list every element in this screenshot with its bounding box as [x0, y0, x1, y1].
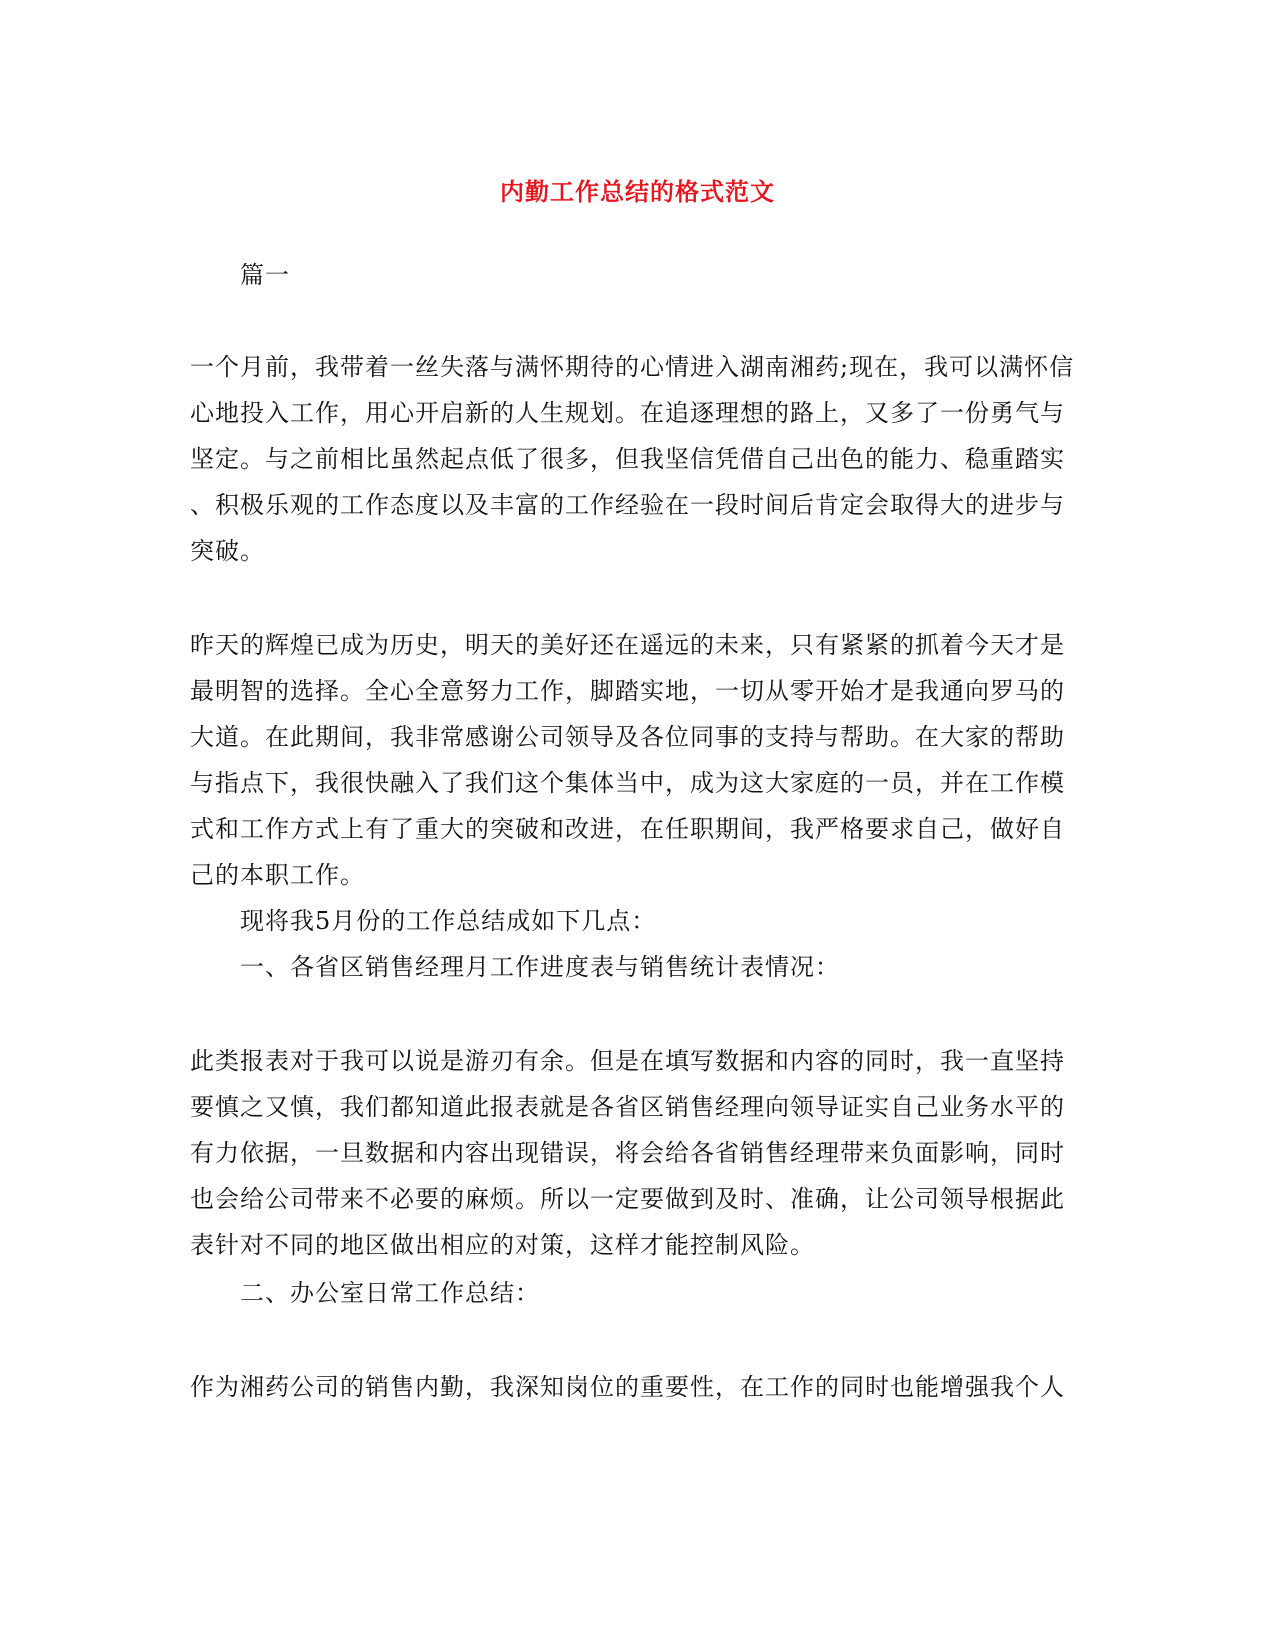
paragraph-line: 此类报表对于我可以说是游刃有余。但是在填写数据和内容的同时，我一直坚持	[190, 1047, 1065, 1075]
paragraph-line: 一个月前，我带着一丝失落与满怀期待的心情进入湖南湘药;现在，我可以满怀信	[190, 353, 1075, 381]
summary-intro: 现将我5月份的工作总结成如下几点：	[240, 907, 657, 935]
section-label: 篇一	[240, 261, 290, 289]
paragraph-line: 有力依据，一旦数据和内容出现错误，将会给各省销售经理带来负面影响，同时	[190, 1139, 1065, 1167]
section-heading-2: 二、办公室日常工作总结：	[240, 1279, 540, 1307]
section-heading-1: 一、各省区销售经理月工作进度表与销售统计表情况：	[240, 953, 840, 981]
paragraph-line: 突破。	[190, 537, 265, 565]
paragraph-line: 心地投入工作，用心开启新的人生规划。在追逐理想的路上，又多了一份勇气与	[190, 399, 1065, 427]
paragraph-line: 要慎之又慎，我们都知道此报表就是各省区销售经理向领导证实自己业务水平的	[190, 1093, 1065, 1121]
paragraph-line: 坚定。与之前相比虽然起点低了很多，但我坚信凭借自己出色的能力、稳重踏实	[190, 445, 1065, 473]
paragraph-line: 大道。在此期间，我非常感谢公司领导及各位同事的支持与帮助。在大家的帮助	[190, 723, 1065, 751]
paragraph-line: 昨天的辉煌已成为历史，明天的美好还在遥远的未来，只有紧紧的抓着今天才是	[190, 631, 1065, 659]
paragraph-line: 与指点下，我很快融入了我们这个集体当中，成为这大家庭的一员，并在工作模	[190, 769, 1065, 797]
paragraph-line: 最明智的选择。全心全意努力工作，脚踏实地，一切从零开始才是我通向罗马的	[190, 677, 1065, 705]
paragraph-line: 式和工作方式上有了重大的突破和改进，在任职期间，我严格要求自己，做好自	[190, 815, 1065, 843]
paragraph-line: 也会给公司带来不必要的麻烦。所以一定要做到及时、准确，让公司领导根据此	[190, 1185, 1065, 1213]
paragraph-line: 表针对不同的地区做出相应的对策，这样才能控制风险。	[190, 1231, 815, 1259]
paragraph-line: 己的本职工作。	[190, 861, 365, 889]
paragraph-line: 、积极乐观的工作态度以及丰富的工作经验在一段时间后肯定会取得大的进步与	[190, 491, 1065, 519]
document-title: 内勤工作总结的格式范文	[500, 178, 775, 206]
paragraph-line: 作为湘药公司的销售内勤，我深知岗位的重要性，在工作的同时也能增强我个人	[190, 1373, 1065, 1401]
